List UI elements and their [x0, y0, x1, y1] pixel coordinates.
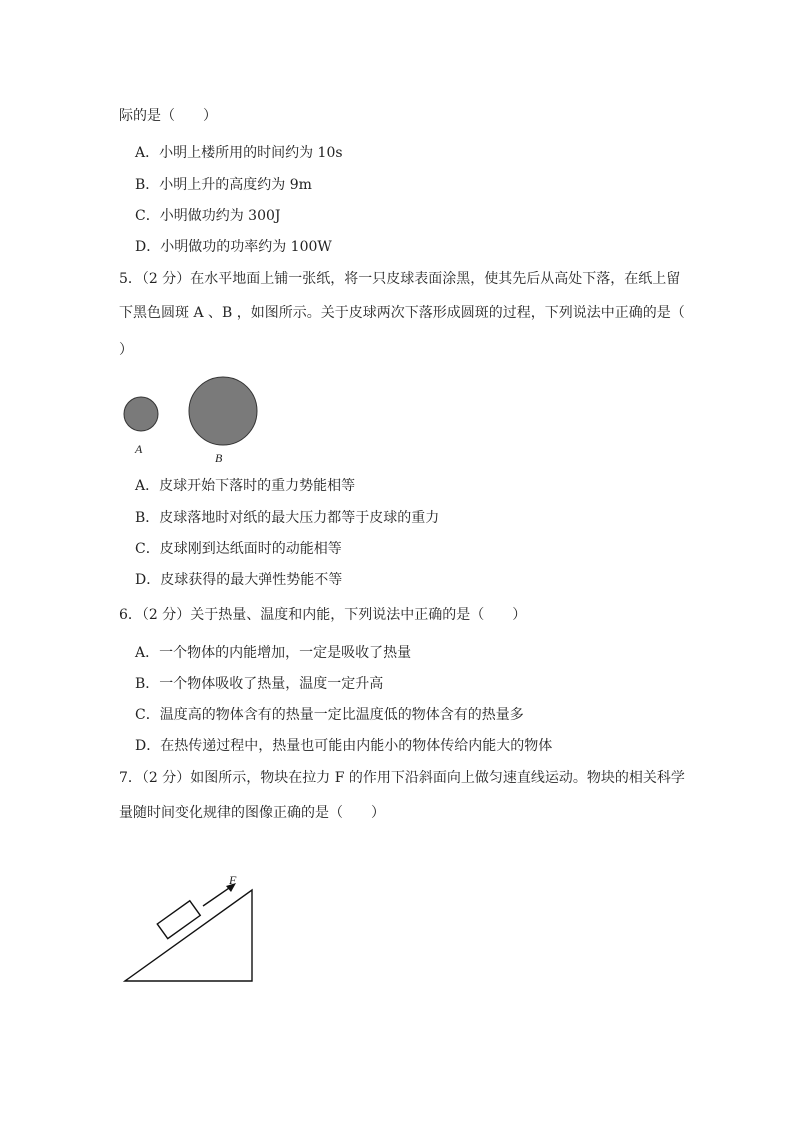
q7-stem-line1: 7．（2 分）如图所示，物块在拉力 F 的作用下沿斜面向上做匀速直线运动。物块的相关科学 — [119, 770, 685, 786]
q5-option-a: A．皮球开始下落时的重力势能相等 — [135, 478, 356, 494]
q5-stem-line2: 下黑色圆斑 A 、B ，如图所示。关于皮球两次下落形成圆斑的过程，下列说法中正确的是（ — [119, 305, 685, 321]
q6-option-d: D．在热传递过程中，热量也可能由内能小的物体传给内能大的物体 — [135, 738, 553, 754]
q6-option-a: A．一个物体的内能增加，一定是吸收了热量 — [135, 645, 412, 661]
q6-option-c: C．温度高的物体含有的热量一定比温度低的物体含有的热量多 — [135, 707, 524, 723]
q4-option-a: A．小明上楼所用的时间约为 10s — [135, 145, 343, 161]
q4-option-c: C．小明做功约为 300J — [135, 208, 281, 224]
force-label: F — [229, 873, 237, 887]
spot-a — [124, 397, 158, 431]
q6-option-b: B．一个物体吸收了热量，温度一定升高 — [135, 676, 384, 692]
q4-option-b: B．小明上升的高度约为 9m — [135, 177, 312, 193]
q4-option-d: D．小明做功的功率约为 100W — [135, 239, 332, 255]
q5-stem-line1: 5．（2 分）在水平地面上铺一张纸，将一只皮球表面涂黑，使其先后从高处下落，在纸上留 — [119, 271, 681, 287]
q5-stem-line3: ） — [119, 342, 133, 358]
force-arrow-shaft — [203, 886, 232, 906]
q5-option-b: B．皮球落地时对纸的最大压力都等于皮球的重力 — [135, 510, 440, 526]
block — [157, 901, 200, 939]
spot-b-label: B — [215, 451, 223, 465]
q4-stem-tail: 际的是（ ） — [119, 108, 217, 124]
spot-a-label: A — [135, 442, 143, 456]
q7-stem-line2: 量随时间变化规律的图像正确的是（ ） — [119, 805, 385, 821]
q6-stem: 6．（2 分）关于热量、温度和内能，下列说法中正确的是（ ） — [119, 607, 527, 623]
q5-option-d: D．皮球获得的最大弹性势能不等 — [135, 572, 343, 588]
spot-b — [189, 377, 257, 445]
q5-figure-spots — [115, 370, 275, 470]
q5-option-c: C．皮球刚到达纸面时的动能相等 — [135, 541, 342, 557]
q7-figure-incline — [120, 868, 260, 988]
